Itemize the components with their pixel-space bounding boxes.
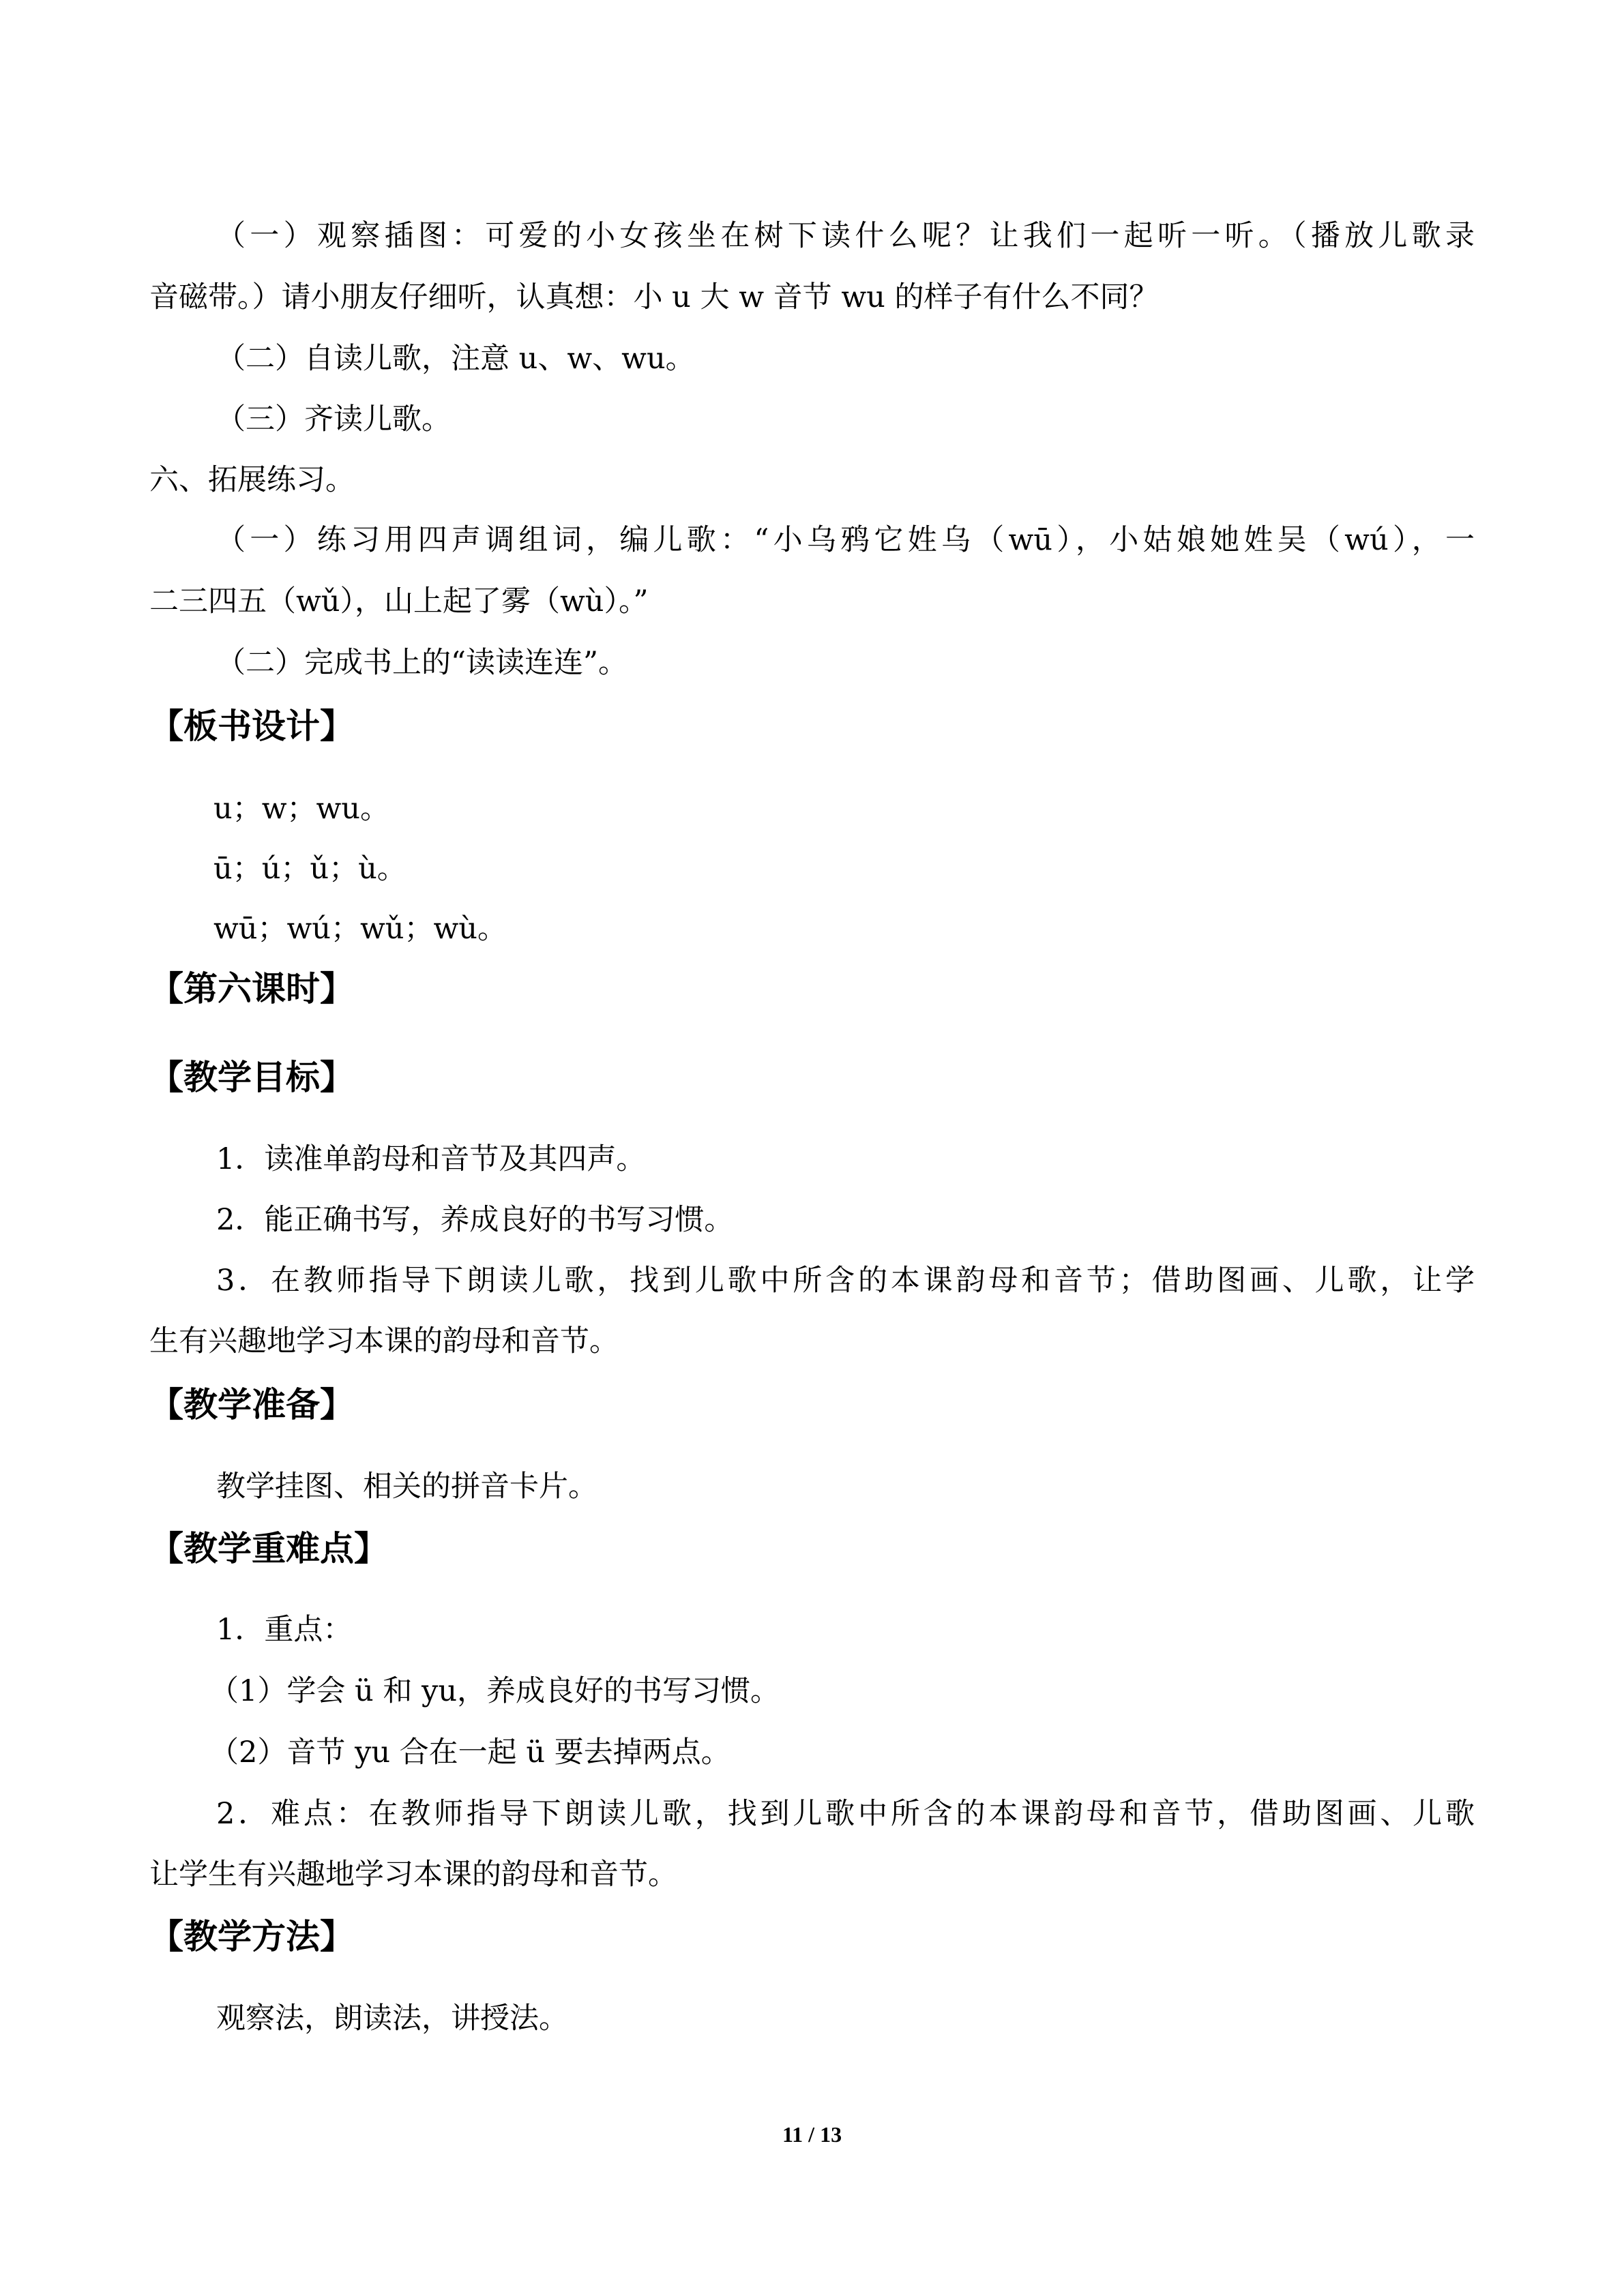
list-item: 1．重点： <box>216 1613 353 1647</box>
list-item: 2．能正确书写，养成良好的书写习惯。 <box>216 1203 734 1237</box>
board-line: wū；wú；wǔ；wù。 <box>213 912 507 946</box>
paragraph-line: （二）完成书上的“读读连连”。 <box>216 646 628 680</box>
paragraph-line: 音磁带。）请小朋友仔细听，认真想：小 u 大 w 音节 wu 的样子有什么不同？ <box>149 280 1159 314</box>
sub-item: （2）音节 yu 合在一起 ü 要去掉两点。 <box>209 1735 730 1770</box>
paragraph-line: 观察法，朗读法，讲授法。 <box>216 2001 568 2036</box>
heading-preparation: 【教学准备】 <box>149 1385 354 1425</box>
sub-item: （1）学会 ü 和 yu，养成良好的书写习惯。 <box>209 1674 780 1708</box>
heading-board-design: 【板书设计】 <box>149 706 354 746</box>
paragraph-line: 教学挂图、相关的拼音卡片。 <box>216 1470 597 1504</box>
board-line: u；w；wu。 <box>213 792 389 826</box>
list-item-continued: 让学生有兴趣地学习本课的韵母和音节。 <box>149 1858 677 1892</box>
paragraph-line: （一）练习用四声调组词，编儿歌：“小乌鸦它姓乌（wū），小姑娘她姓吴（wú），一 <box>216 523 1475 557</box>
paragraph-line: （一）观察插图：可爱的小女孩坐在树下读什么呢？让我们一起听一听。（播放儿歌录 <box>216 219 1475 253</box>
page-number: 11 / 13 <box>782 2122 842 2147</box>
list-item: 1．读准单韵母和音节及其四声。 <box>216 1142 646 1176</box>
heading-methods: 【教学方法】 <box>149 1917 354 1956</box>
board-line: ū；ú；ǔ；ù。 <box>213 852 407 886</box>
list-item: 3．在教师指导下朗读儿歌，找到儿歌中所含的本课韵母和音节；借助图画、儿歌，让学 <box>216 1264 1475 1298</box>
heading-key-points: 【教学重难点】 <box>149 1529 388 1568</box>
list-item: 2．难点：在教师指导下朗读儿歌，找到儿歌中所含的本课韵母和音节，借助图画、儿歌 <box>216 1797 1475 1831</box>
paragraph-line: （三）齐读儿歌。 <box>216 402 451 436</box>
heading-objectives: 【教学目标】 <box>149 1058 354 1097</box>
section-heading: 六、拓展练习。 <box>149 463 355 497</box>
paragraph-line: 二三四五（wǔ），山上起了雾（wù）。” <box>149 584 649 618</box>
list-item-continued: 生有兴趣地学习本课的韵母和音节。 <box>149 1324 619 1358</box>
paragraph-line: （二）自读儿歌，注意 u、w、wu。 <box>216 342 695 376</box>
heading-lesson-six: 【第六课时】 <box>149 969 354 1009</box>
